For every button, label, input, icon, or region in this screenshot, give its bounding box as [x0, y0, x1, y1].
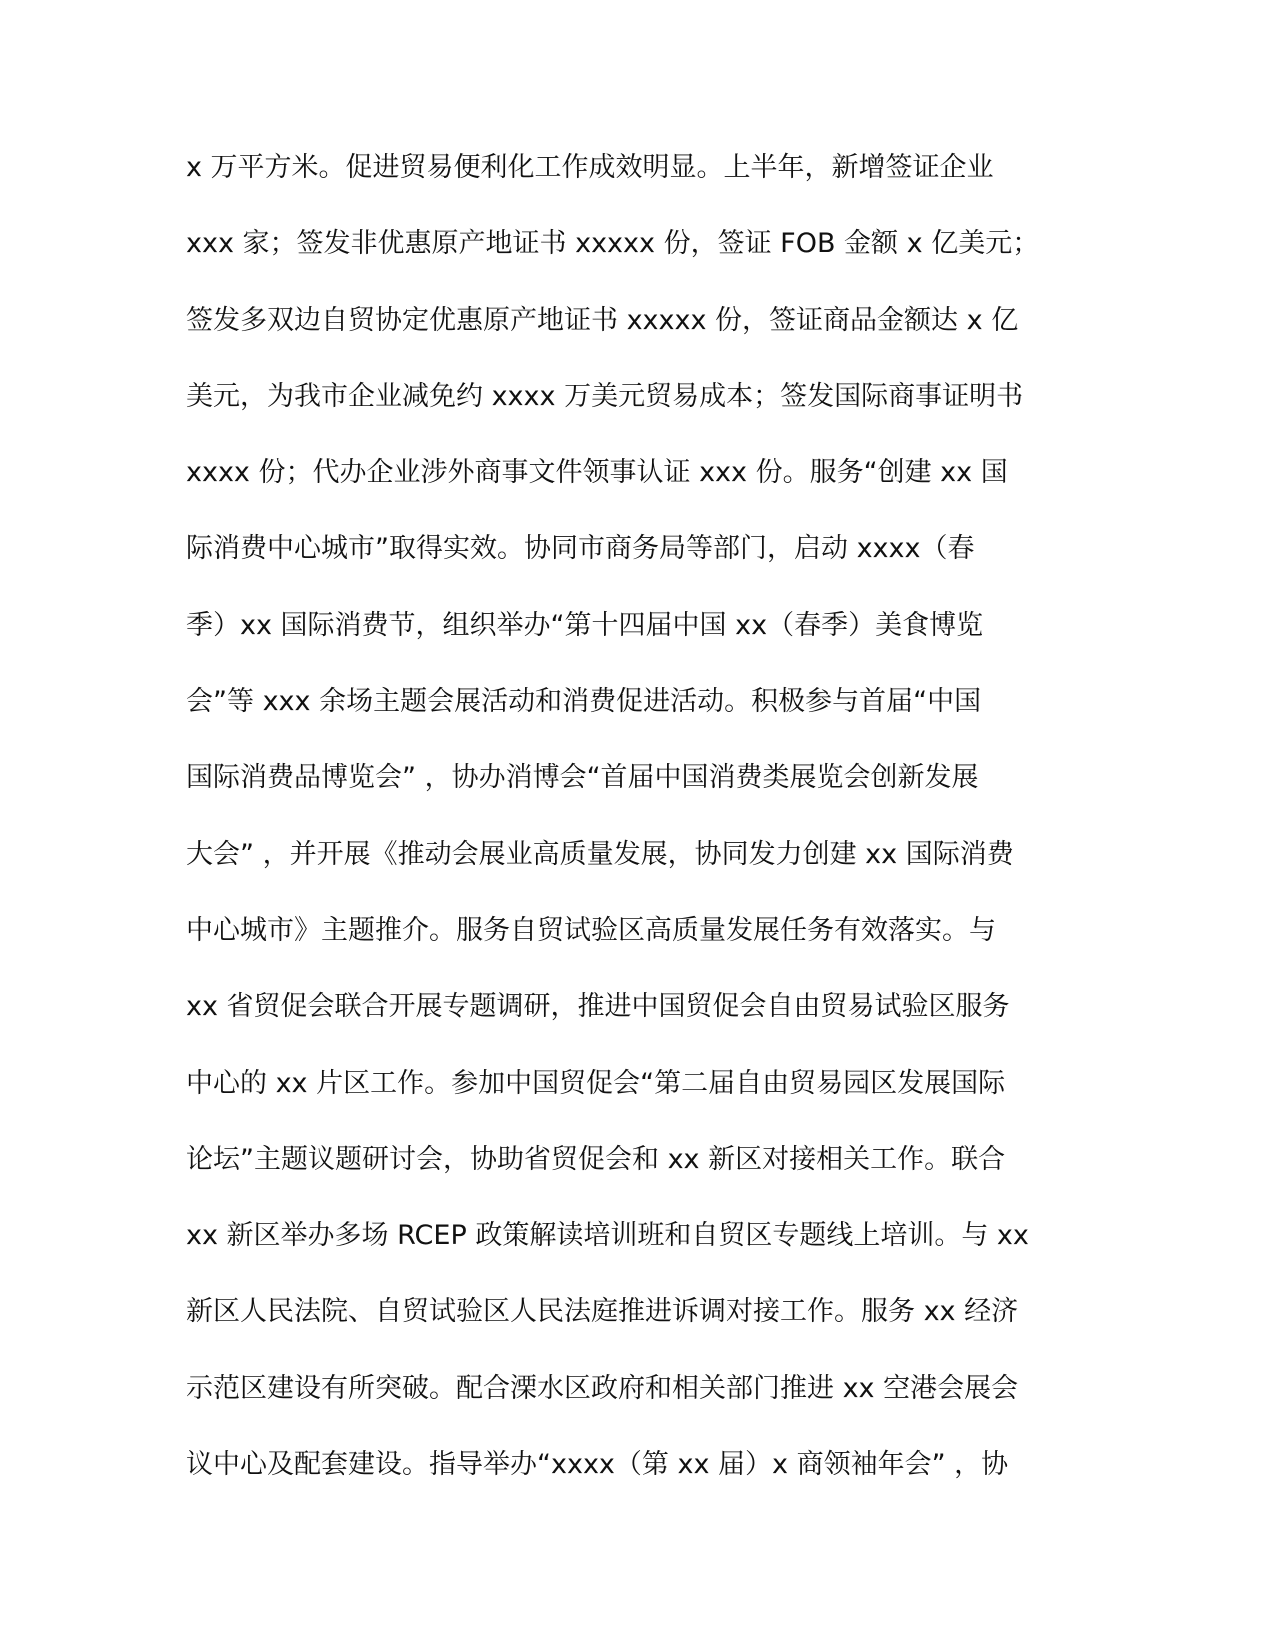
text-line: xxxx 份；代办企业涉外商事文件领事认证 xxx 份。服务“创建 xx 国	[186, 457, 1008, 489]
text-line: 议中心及配套建设。指导举办“xxxx（第 xx 届）x 商领袖年会” ，协	[186, 1449, 1009, 1481]
text-line: 签发多双边自贸协定优惠原产地证书 xxxxx 份，签证商品金额达 x 亿	[186, 304, 1019, 336]
text-line: xxx 家；签发非优惠原产地证书 xxxxx 份，签证 FOB 金额 x 亿美元；	[186, 228, 1040, 260]
text-line: 季）xx 国际消费节，组织举办“第十四届中国 xx（春季）美食博览	[186, 609, 984, 641]
text-line: 中心的 xx 片区工作。参加中国贸促会“第二届自由贸易园区发展国际	[186, 1067, 1006, 1099]
text-line: 论坛”主题议题研讨会，协助省贸促会和 xx 新区对接相关工作。联合	[186, 1143, 1006, 1175]
text-line: 大会” ，并开展《推动会展业高质量发展，协同发力创建 xx 国际消费	[186, 838, 1014, 870]
text-line: 新区人民法院、自贸试验区人民法庭推进诉调对接工作。服务 xx 经济	[186, 1296, 1019, 1328]
text-line: xx 省贸促会联合开展专题调研，推进中国贸促会自由贸易试验区服务	[186, 991, 1010, 1023]
text-line: xx 新区举办多场 RCEP 政策解读培训班和自贸区专题线上培训。与 xx	[186, 1220, 1029, 1252]
body-text	[186, 138, 1086, 1511]
text-line: 中心城市》主题推介。服务自贸试验区高质量发展任务有效落实。与	[186, 914, 996, 946]
text-line: 美元，为我市企业减免约 xxxx 万美元贸易成本；签发国际商事证明书	[186, 380, 1024, 412]
text-line: 国际消费品博览会” ，协办消博会“首届中国消费类展览会创新发展	[186, 762, 979, 794]
text-line: x 万平方米。促进贸易便利化工作成效明显。上半年，新增签证企业	[186, 152, 994, 183]
text-line: 示范区建设有所突破。配合溧水区政府和相关部门推进 xx 空港会展会	[186, 1372, 1019, 1404]
text-line: 际消费中心城市”取得实效。协同市商务局等部门，启动 xxxx（春	[186, 533, 975, 565]
text-line: 会”等 xxx 余场主题会展活动和消费促进活动。积极参与首届“中国	[186, 686, 982, 718]
